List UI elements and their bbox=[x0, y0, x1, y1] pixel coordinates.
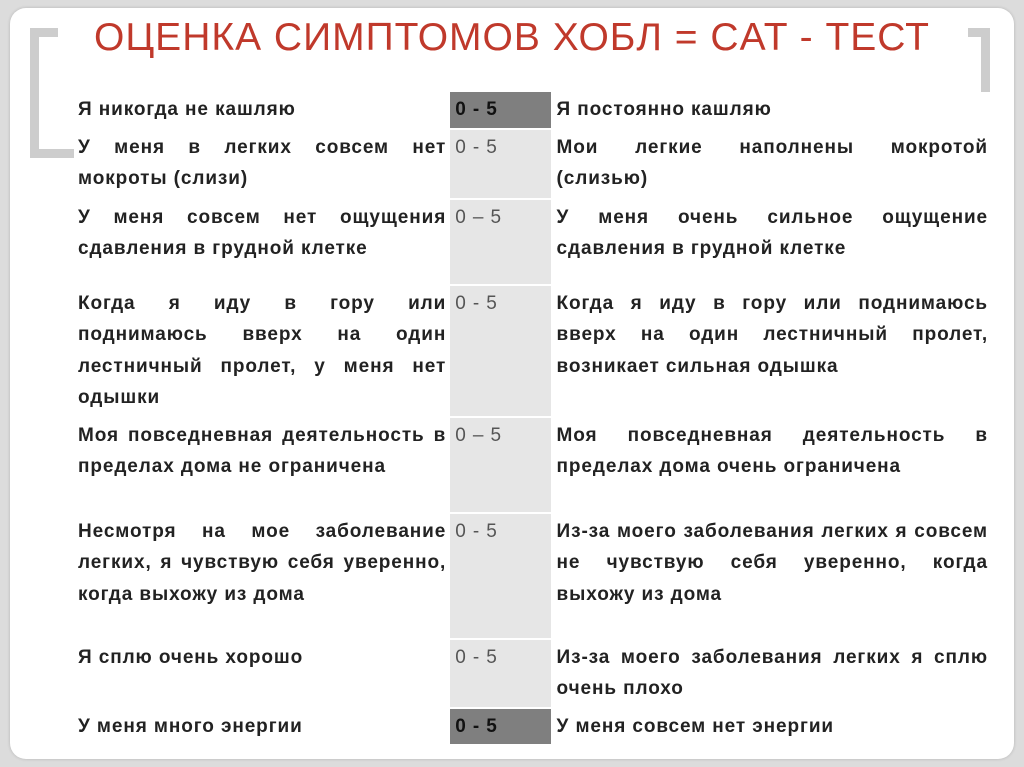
table-row bbox=[74, 199, 990, 285]
score-cell: 0 - 5 bbox=[450, 708, 550, 746]
table-row bbox=[74, 513, 990, 639]
right-statement: Я постоянно кашляю bbox=[551, 92, 990, 129]
left-statement: Когда я иду в гору или поднимаюсь вверх на один лестничный пролет, у меня нет одышки bbox=[74, 285, 450, 417]
left-statement: Я никогда не кашляю bbox=[74, 92, 450, 129]
score-cell: 0 – 5 bbox=[450, 199, 550, 285]
table-row bbox=[74, 417, 990, 513]
right-statement: Из-за моего заболевания легких я совсем не чувствую себя уверенно, когда выхожу из дома bbox=[551, 513, 990, 639]
left-statement: У меня много энергии bbox=[74, 708, 450, 746]
score-cell: 0 – 5 bbox=[450, 417, 550, 513]
table-row bbox=[74, 92, 990, 129]
right-statement: Когда я иду в гору или поднимаюсь вверх на один лестничный пролет, возникает сильная одышка bbox=[551, 285, 990, 417]
cat-test-table-wrap bbox=[74, 92, 990, 746]
score-cell: 0 - 5 bbox=[450, 92, 550, 129]
score-cell: 0 - 5 bbox=[450, 285, 550, 417]
table-body bbox=[74, 92, 990, 745]
left-statement: У меня совсем нет ощущения сдавления в грудной клетке bbox=[74, 199, 450, 285]
right-statement: У меня совсем нет энергии bbox=[551, 708, 990, 746]
right-statement: У меня очень сильное ощущение сдавления в грудной клетке bbox=[551, 199, 990, 285]
table-row bbox=[74, 129, 990, 199]
table-row bbox=[74, 285, 990, 417]
table-row bbox=[74, 639, 990, 708]
score-cell: 0 - 5 bbox=[450, 639, 550, 708]
score-cell: 0 - 5 bbox=[450, 513, 550, 639]
table-row bbox=[74, 708, 990, 746]
left-statement: Я сплю очень хорошо bbox=[74, 639, 450, 708]
left-statement: У меня в легких совсем нет мокроты (слизи) bbox=[74, 129, 450, 199]
right-statement: Моя повседневная деятельность в пределах дома очень ограничена bbox=[551, 417, 990, 513]
left-statement: Моя повседневная деятельность в пределах дома не ограничена bbox=[74, 417, 450, 513]
page-title: ОЦЕНКА СИМПТОМОВ ХОБЛ = CAT - ТЕСТ bbox=[94, 16, 930, 59]
cat-test-table bbox=[74, 92, 990, 746]
score-cell: 0 - 5 bbox=[450, 129, 550, 199]
right-statement: Из-за моего заболевания легких я сплю очень плохо bbox=[551, 639, 990, 708]
right-statement: Мои легкие наполнены мокротой (слизью) bbox=[551, 129, 990, 199]
left-statement: Несмотря на мое заболевание легких, я чувствую себя уверенно, когда выхожу из дома bbox=[74, 513, 450, 639]
